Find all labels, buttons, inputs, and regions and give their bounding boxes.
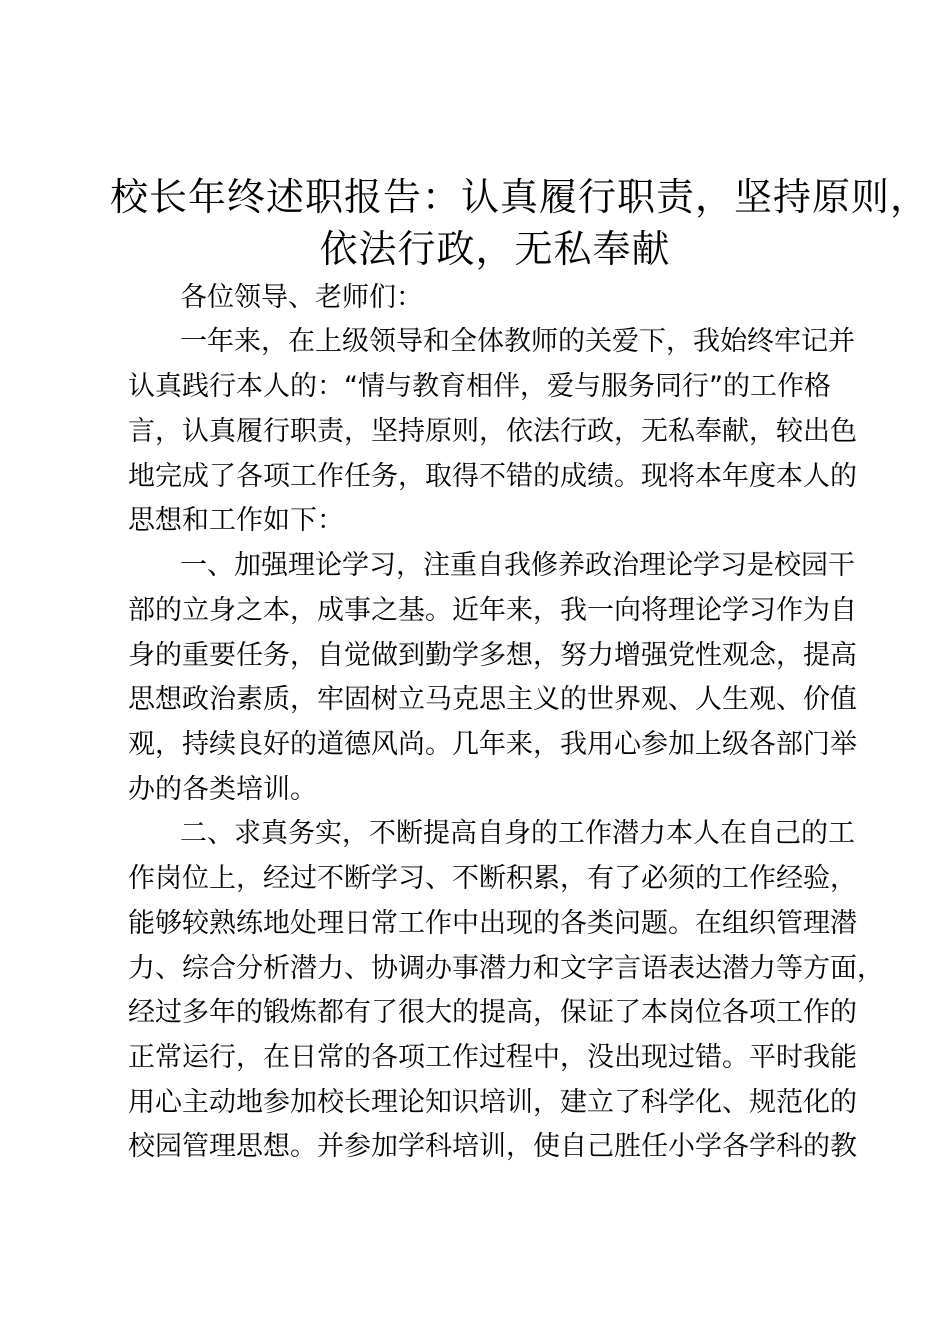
paragraph-2-line-6: 办的各类培训。 bbox=[128, 774, 317, 805]
paragraph-1-line-5: 思想和工作如下： bbox=[128, 505, 344, 536]
paragraph-3-line-4: 力、综合分析潜力、协调办事潜力和文字言语表达潜力等方面， bbox=[128, 953, 884, 984]
paragraph-2-line-5: 观，持续良好的道德风尚。几年来，我用心参加上级各部门举 bbox=[128, 729, 857, 760]
paragraph-2-line-4: 思想政治素质，牢固树立马克思主义的世界观、人生观、价值 bbox=[128, 684, 857, 715]
paragraph-3-line-3: 能够较熟练地处理日常工作中出现的各类问题。在组织管理潜 bbox=[128, 908, 857, 939]
document-title-line-1: 校长年终述职报告：认真履行职责，坚持原则， bbox=[110, 175, 930, 219]
paragraph-3-line-8: 校园管理思想。并参加学科培训，使自己胜任小学各学科的教 bbox=[128, 1131, 857, 1162]
document-title-line-2: 依法行政，无私奉献 bbox=[319, 227, 671, 271]
paragraph-1-line-2: 认真践行本人的：“情与教育相伴，爱与服务同行”的工作格 bbox=[128, 371, 831, 402]
paragraph-3-line-5: 经过多年的锻炼都有了很大的提高，保证了本岗位各项工作的 bbox=[128, 997, 857, 1028]
paragraph-3-line-7: 用心主动地参加校长理论知识培训，建立了科学化、规范化的 bbox=[128, 1087, 857, 1118]
paragraph-3-line-6: 正常运行，在日常的各项工作过程中，没出现过错。平时我能 bbox=[128, 1042, 857, 1073]
paragraph-3-line-2: 作岗位上，经过不断学习、不断积累，有了必须的工作经验， bbox=[128, 863, 857, 894]
paragraph-2-line-1: 一、加强理论学习，注重自我修养政治理论学习是校园干 bbox=[180, 550, 855, 581]
paragraph-1-line-4: 地完成了各项工作任务，取得不错的成绩。现将本年度本人的 bbox=[128, 461, 857, 492]
salutation: 各位领导、老师们： bbox=[180, 282, 423, 313]
paragraph-1-line-3: 言，认真履行职责，坚持原则，依法行政，无私奉献，较出色 bbox=[128, 416, 857, 447]
paragraph-1-line-1: 一年来，在上级领导和全体教师的关爱下，我始终牢记并 bbox=[180, 326, 855, 357]
paragraph-3-line-1: 二、求真务实，不断提高自身的工作潜力本人在自己的工 bbox=[180, 818, 855, 849]
paragraph-2-line-3: 身的重要任务，自觉做到勤学多想，努力增强党性观念，提高 bbox=[128, 640, 857, 671]
paragraph-2-line-2: 部的立身之本，成事之基。近年来，我一向将理论学习作为自 bbox=[128, 595, 857, 626]
